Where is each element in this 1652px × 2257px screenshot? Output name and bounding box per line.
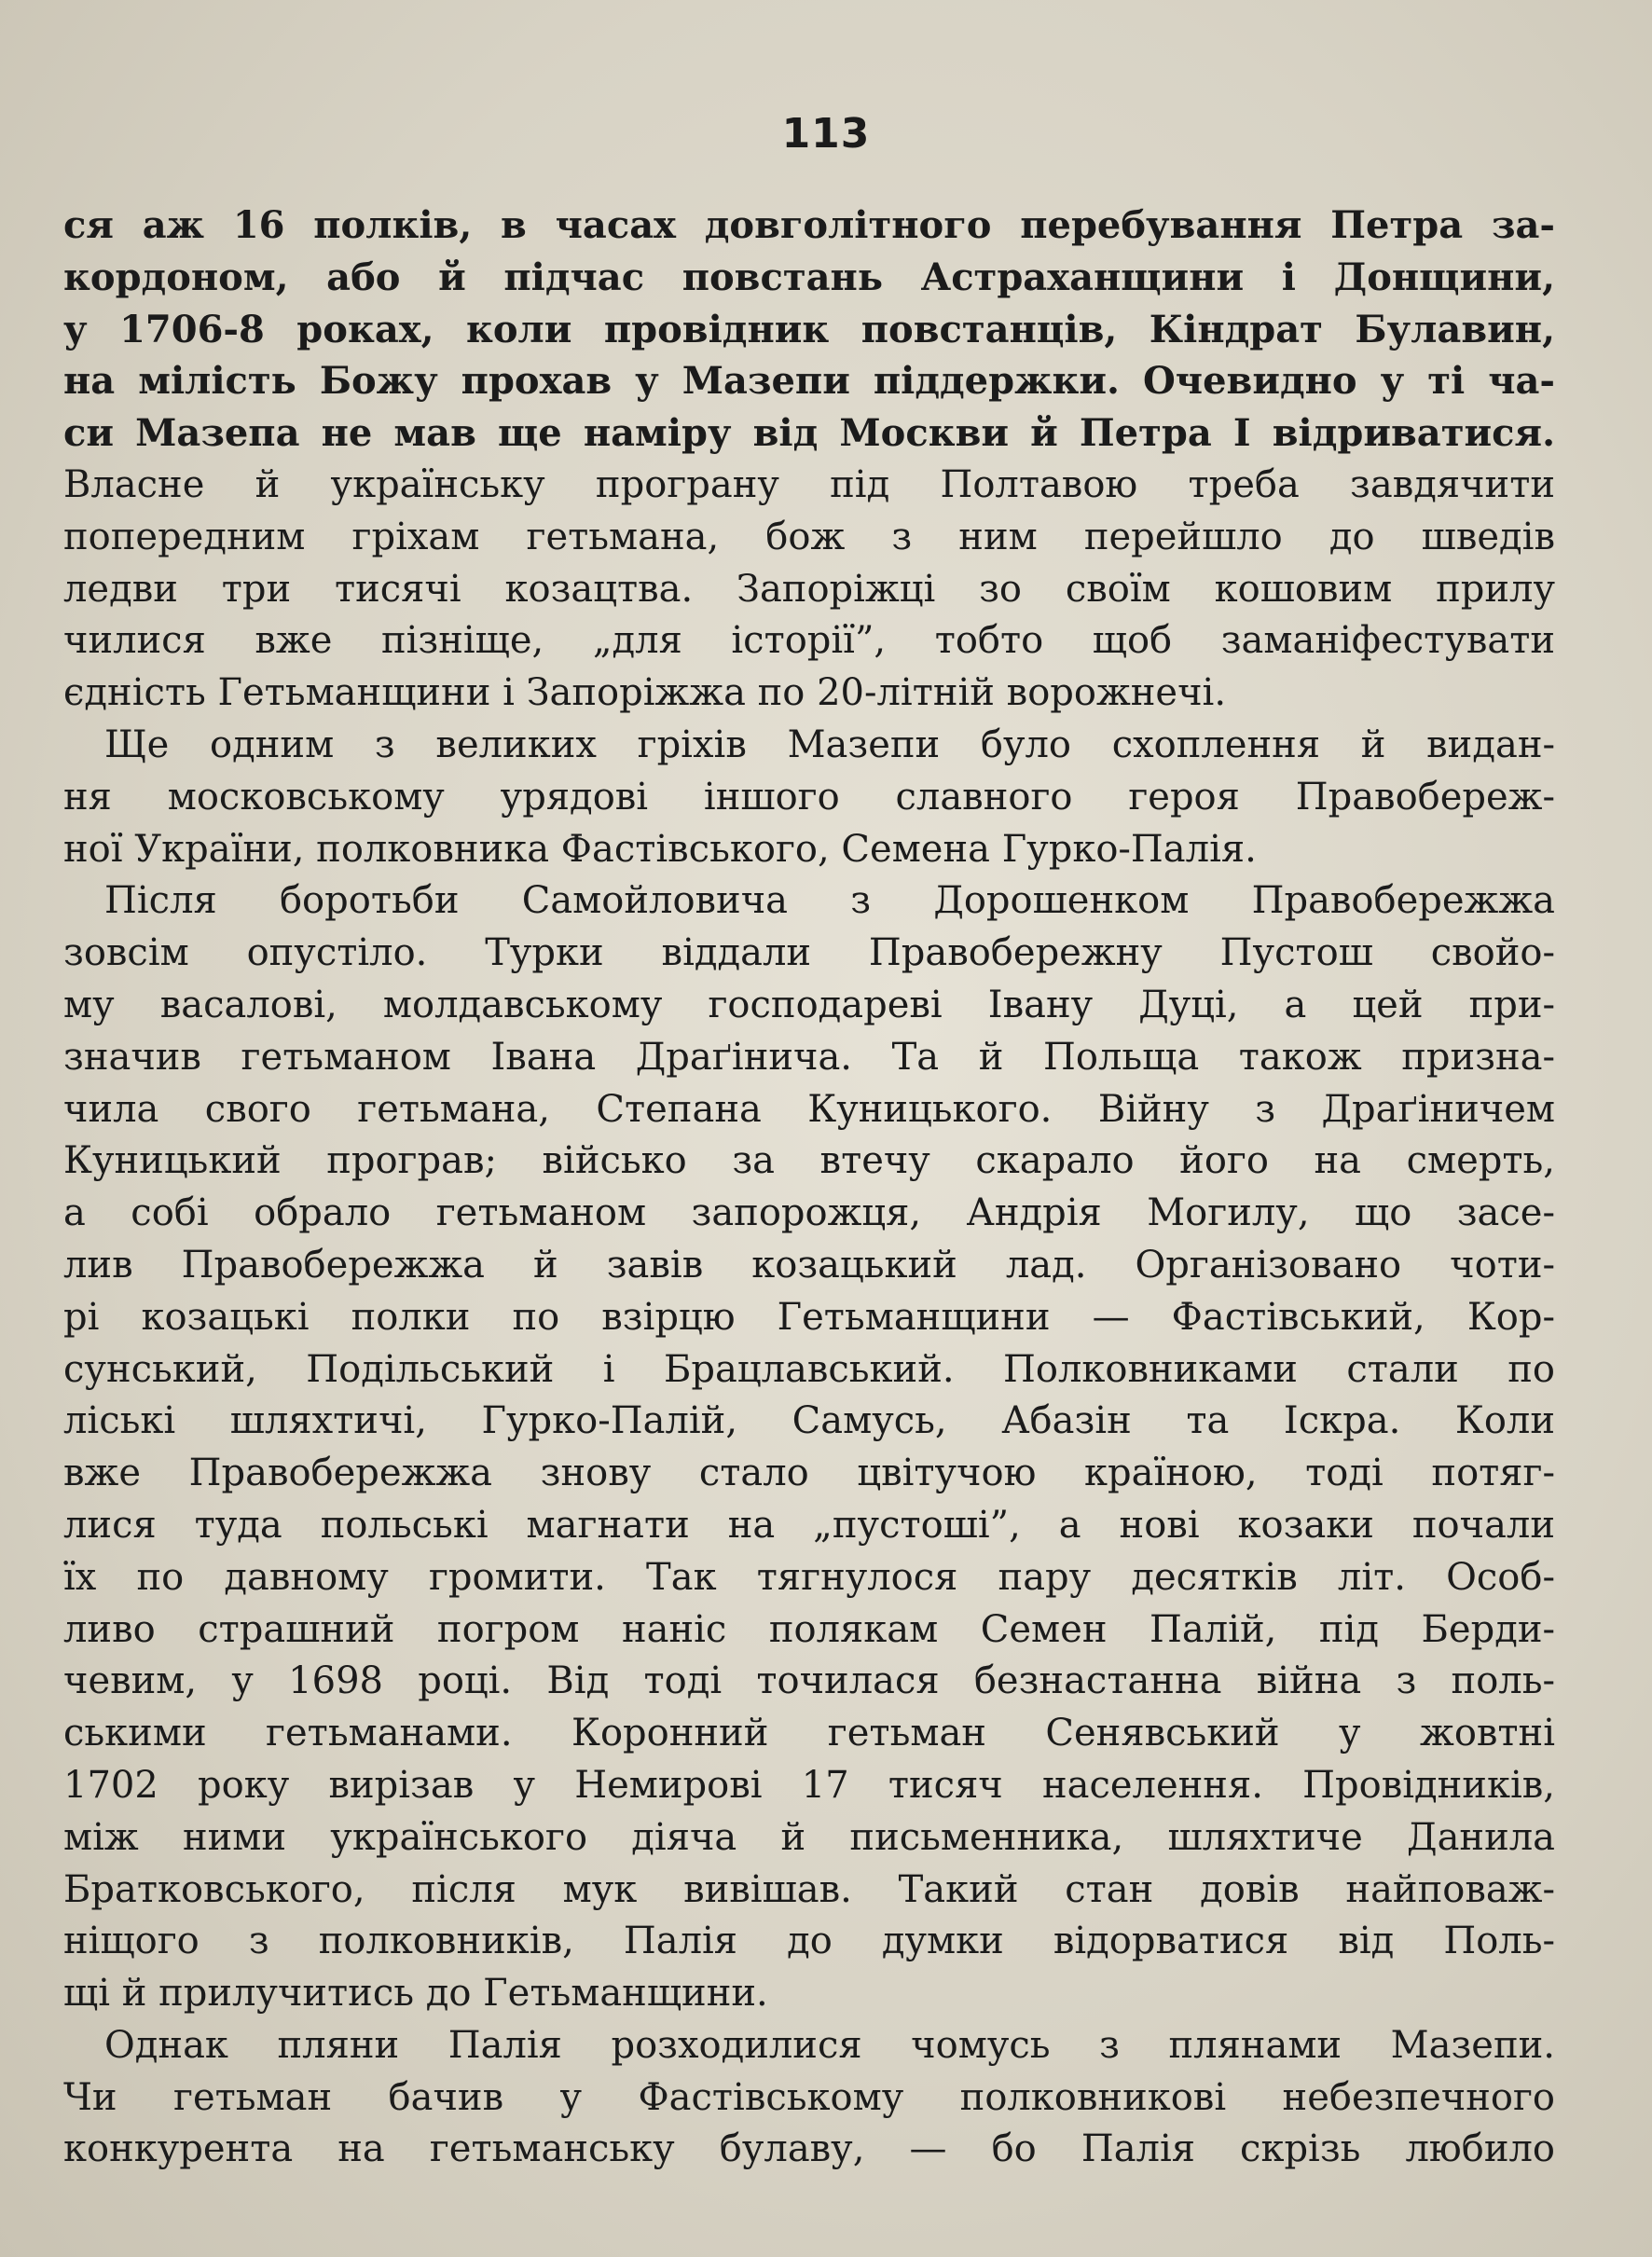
text-line: Після боротьби Самойловича з Дорошенком Правобережжа xyxy=(104,879,1555,923)
text-line: Однак пляни Палія розходилися чомусь з плянами Мазепи. xyxy=(104,2023,1555,2067)
text-line: у 1706-8 роках, коли провідник повстанців, Кіндрат Булавин, xyxy=(63,307,1555,351)
text-line: а собі обрало гетьманом запорожця, Андрія Могилу, що засе- xyxy=(63,1191,1555,1235)
text-line: рі козацькі полки по взірцю Гетьманщини — Фастівський, Кор- xyxy=(63,1295,1555,1339)
text-line: чилися вже пізніще, „для історії”, тобто щоб заманіфестувати xyxy=(63,619,1555,663)
text-line: попередним гріхам гетьмана, бож з ним перейшло до шведів xyxy=(63,515,1555,558)
text-line: Ще одним з великих гріхів Мазепи було схоплення й видан- xyxy=(104,723,1555,766)
text-line: вже Правобережжа знову стало цвітучою країною, тоді потяг- xyxy=(63,1452,1555,1495)
text-line: ніщого з полковників, Палія до думки відорватися від Поль- xyxy=(63,1920,1555,1963)
text-line: Братковського, після мук вивішав. Такий стан довів найповаж- xyxy=(63,1867,1555,1911)
text-line: конкурента на гетьманську булаву, — бо Палія скрізь любило xyxy=(63,2127,1555,2171)
text-line: їх по давному громити. Так тягнулося пару десятків літ. Особ- xyxy=(63,1555,1555,1599)
text-line: ня московському урядові іншого славного героя Правобереж- xyxy=(63,775,1555,819)
text-line: Власне й українську програну під Полтавою треба завдячити xyxy=(63,462,1555,506)
text-line: між ними українського діяча й письменника, шляхтиче Данила xyxy=(63,1815,1555,1859)
paragraph xyxy=(63,2020,1555,2176)
text-line: му васалові, молдавському господареві Івану Дуці, а цей при- xyxy=(63,983,1555,1026)
text-line: на мілість Божу прохав у Мазепи піддержки. Очевидно у ті ча- xyxy=(63,359,1555,404)
text-line: лив Правобережжа й завів козацький лад. Організовано чоти- xyxy=(63,1243,1555,1287)
text-line: ливо страшний погром наніс полякам Семен Палій, під Берди- xyxy=(63,1607,1555,1651)
paragraph xyxy=(63,200,1555,720)
text-line: єдність Гетьманщини і Запоріжжа по 20-літній ворожнечі. xyxy=(63,671,1227,715)
text-line: кордоном, або й підчас повстань Астраханщини і Донщини, xyxy=(63,255,1555,299)
paragraph xyxy=(63,720,1555,875)
text-line: лися туда польські магнати на „пустоші”, а нові козаки почали xyxy=(63,1503,1555,1547)
text-line: 1702 року вирізав у Немирові 17 тисяч населення. Провідників, xyxy=(63,1763,1555,1807)
text-line: чевим, у 1698 році. Від тоді точилася безнастанна війна з поль- xyxy=(63,1659,1555,1703)
text-line: ся аж 16 полків, в часах довголітного перебування Петра за- xyxy=(63,203,1555,247)
text-line: ліські шляхтичі, Гурко-Палій, Самусь, Абазін та Іскра. Коли xyxy=(63,1399,1555,1443)
text-line: зовсім опустіло. Турки віддали Правобережну Пустош свойо- xyxy=(63,931,1555,975)
text-line: ськими гетьманами. Коронний гетьман Сенявський у жовтні xyxy=(63,1712,1555,1755)
text-line: си Мазепа не мав ще наміру від Москви й Петра І відриватися. xyxy=(63,411,1555,456)
text-line: ної України, полковника Фастівського, Семена Гурко-Палія. xyxy=(63,827,1257,871)
text-line: щі й прилучитись до Гетьманщини. xyxy=(63,1972,768,2016)
text-line: ледви три тисячі козацтва. Запоріжці зо своїм кошовим прилу xyxy=(63,567,1555,611)
page-number: 113 xyxy=(781,110,871,158)
text-line: Куницький програв; військо за втечу скарало його на смерть, xyxy=(63,1139,1555,1183)
text-line: значив гетьманом Івана Драґінича. Та й Польща також призна- xyxy=(63,1035,1555,1079)
text-line: сунський, Подільський і Брацлавський. Полковниками стали по xyxy=(63,1347,1555,1391)
text-line: чила свого гетьмана, Степана Куницького. Війну з Драґіничем xyxy=(63,1087,1555,1131)
text-line: Чи гетьман бачив у Фастівському полковникові небезпечного xyxy=(63,2075,1555,2119)
body-text xyxy=(63,200,1555,2176)
paragraph xyxy=(63,875,1555,2020)
